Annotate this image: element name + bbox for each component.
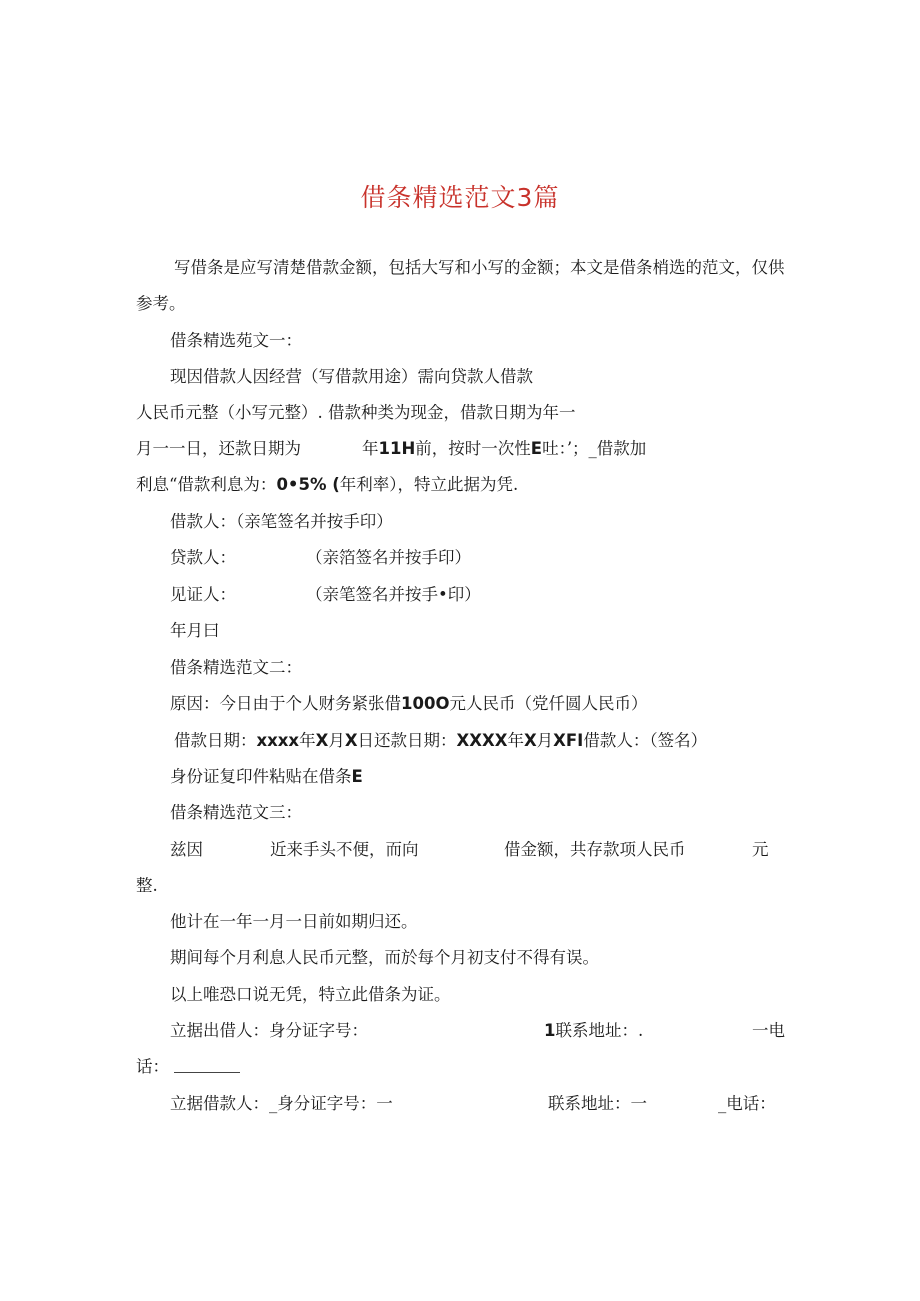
phone-blank-underline [174, 1072, 240, 1073]
sample2-reason-part-a: 原因：今日由于个人财务紧张借 [170, 694, 401, 713]
sample3-lender-info [170, 1021, 790, 1041]
sample1-p3-part-a: 月一一日，还款日期为 [136, 439, 301, 458]
sample1-p3-year: 年 [362, 439, 379, 458]
sample1-p3-part-d: 吐：’；_借款加 [542, 439, 647, 458]
sample2-dates-bold-2: X [315, 731, 329, 750]
sample3-paragraph-4: 以上唯恐口说无凭，特立此借条为证。 [170, 985, 451, 1004]
sample2-id-part-a: 身份证复印件粘贴在借条 [170, 767, 352, 786]
sample3-p1-part-e: 整. [136, 876, 158, 895]
sample3-borrower-info [170, 1094, 790, 1114]
sample2-reason [170, 694, 647, 714]
sample2-dates-part-d: 日还款日期： [357, 731, 457, 750]
sample1-p3-bold-date: 11H [378, 439, 416, 458]
sample1-p4-rate: 0•5% ( [276, 475, 340, 494]
sample1-witness-sign: （亲笔签名并按手•印） [306, 585, 481, 604]
sample3-paragraph-3: 期间每个月利息人民币元整，而於每个月初支付不得有误。 [170, 948, 599, 967]
sample3-lender-id-label: 立据出借人：身分证字号： [170, 1021, 368, 1040]
sample2-heading: 借条精选范文二： [170, 658, 302, 677]
sample1-paragraph-4 [136, 475, 518, 495]
sample1-p3-part-c: 前，按时一次性 [415, 439, 531, 458]
sample1-p4-part-a: 利息“借款利息为： [136, 475, 277, 494]
sample1-witness-label: 见证人： [170, 585, 236, 604]
sample3-paragraph-2: 他计在一年一月一日前如期归还。 [170, 912, 418, 931]
sample2-reason-amount: 100O [401, 694, 450, 713]
sample2-dates-part-b: 年 [299, 731, 316, 750]
sample3-heading: 借条精选范文三： [170, 803, 302, 822]
sample1-lender-sign: （亲箔签名并按手印） [306, 548, 471, 567]
sample2-dates-bold-1: xxxx [256, 731, 300, 750]
sample2-id-bold: E [351, 767, 363, 786]
intro-line-2: 参考。 [136, 294, 186, 313]
sample3-p1-part-c: 借金额，共存款项人民币 [504, 840, 686, 859]
sample2-dates-bold-3: X [344, 731, 358, 750]
sample2-dates [174, 731, 707, 751]
sample1-p4-part-b: 年利率），特立此据为凭. [339, 475, 519, 494]
sample1-paragraph-1: 现因借款人因经营（写借款用途）需向贷款人借款 [170, 367, 533, 386]
sample1-p3-bold-e: E [530, 439, 543, 458]
sample2-dates-part-a: 借款日期： [174, 731, 257, 750]
sample1-date: 年月曰 [170, 621, 220, 640]
sample2-dates-part-e: 年 [507, 731, 524, 750]
sample1-borrower-line: 借款人：（亲笔签名并按手印） [170, 512, 393, 531]
sample2-reason-part-b: 元人民币（党仟圆人民币） [449, 694, 648, 713]
sample1-paragraph-2: 人民币元整（小写元整）. 借款种类为现金，借款日期为年一 [136, 403, 576, 422]
sample3-borrower-id-label: 立据借款人：_身分证字号：一 [170, 1094, 393, 1113]
sample3-borrower-phone-label: _电话： [718, 1094, 776, 1113]
sample2-dates-bold-4: XXXX [456, 731, 508, 750]
sample3-borrower-address-label: 联系地址：一 [548, 1094, 647, 1113]
sample2-dates-bold-6: XFI [553, 731, 584, 750]
sample2-dates-part-c: 月 [328, 731, 345, 750]
intro-line-1: 写借条是应写清楚借款金额，包括大写和小写的金额；本文是借条梢选的范文，仅供 [174, 258, 785, 277]
sample3-lender-phone-cont: 话： [136, 1057, 169, 1076]
sample1-witness-line [170, 585, 570, 605]
sample3-p1-part-a: 兹因 [170, 840, 203, 859]
sample3-lender-bold-1: 1 [544, 1021, 556, 1040]
sample2-id-copy [170, 767, 363, 787]
sample3-p1-part-b: 近来手头不便，而向 [270, 840, 419, 859]
sample2-dates-part-g: 借款人：（签名） [583, 731, 708, 750]
sample3-p1-part-d: 元 [752, 840, 769, 859]
sample3-lender-address-label: 联系地址：. [555, 1021, 644, 1040]
sample1-p3-part-b [362, 439, 646, 459]
sample3-lender-address [544, 1021, 643, 1041]
sample1-lender-label: 贷款人： [170, 548, 236, 567]
sample2-dates-bold-5: X [523, 731, 537, 750]
sample1-heading: 借条精选苑文一： [170, 331, 302, 350]
sample3-paragraph-1 [170, 840, 790, 860]
sample2-dates-part-f: 月 [536, 731, 554, 750]
document-title: 借条精选范文3篇 [360, 183, 560, 212]
sample1-paragraph-3 [136, 439, 696, 459]
sample1-lender-line [170, 548, 570, 568]
sample3-lender-phone-label: 一电 [752, 1021, 785, 1040]
